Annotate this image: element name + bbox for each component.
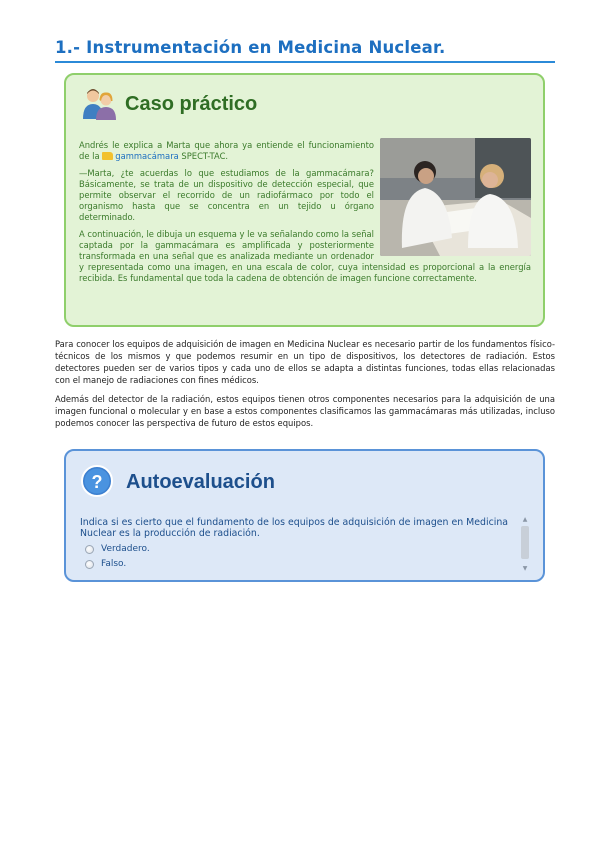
option-verdadero[interactable]: Verdadero. [85,544,150,554]
option-falso[interactable]: Falso. [85,559,126,569]
question-scrollbar[interactable] [521,517,529,572]
gammacamara-glossary-link[interactable]: gammacámara [115,151,179,161]
caso-practico-box [64,73,545,327]
caso-title: Caso práctico [125,93,258,115]
caso-text [79,140,531,290]
body-paragraph-1: Para conocer los equipos de adquisición de imagen en Medicina Nuclear es necesario partir de los fundamentos físico-técnicos de los mismos y que podemos resumir en un tipo de dispositivos, los detectores de radiación. Estos detectores pueden ser de varios tipos y cada uno de ellos se adapta a distintas funciones, todas ellas relacionadas con el manejo de radiaciones con fines médicos. [55,339,555,385]
svg-text:?: ? [91,472,103,492]
caso-paragraph-3: A continuación, le dibuja un esquema y le va señalando como la señal captada por la gammacámara es amplificada y posteriormente transformada en una señal que es analizada mediante un ordenador y representada como una imagen, en una escala de color, cuya intensidad es proporcional a la energía recibida. Es fundamental que toda la cadena de obtención de imagen funcione correctamente. [79,229,531,283]
autoevaluacion-box [64,449,545,582]
scroll-up-arrow-icon[interactable]: ▲ [522,516,528,523]
caso-paragraph-1: Andrés le explica a Marta que ahora ya entiende el funcionamiento de la gammacámara SPECT-TAC. [79,140,374,161]
autoevaluacion-question: Indica si es cierto que el fundamento de los equipos de adquisición de imagen en Medicina Nuclear es la producción de radiación. [80,517,509,539]
radio-falso[interactable] [85,560,94,569]
section-title: 1.- Instrumentación en Medicina Nuclear. [55,38,555,63]
radio-verdadero[interactable] [85,545,94,554]
scroll-down-arrow-icon[interactable]: ▼ [522,565,528,572]
autoevaluacion-title: Autoevaluación [126,471,275,493]
scroll-thumb[interactable] [521,526,529,559]
two-people-studying-photo [380,138,531,256]
question-mark-icon [80,464,114,498]
caso-paragraph-2: —Marta, ¿te acuerdas lo que estudiamos de la gammacámara? Básicamente, se trata de un dispositivo de detección especial, que permite observar el recorrido de un radiofármaco por todo el organismo hasta que se concentra en un tejido u órgano determinado. [79,168,374,222]
two-people-icon [80,85,118,123]
body-paragraph-2: Además del detector de la radiación, estos equipos tienen otros componentes necesarios para la adquisición de una imagen funcional o molecular y en base a estos componentes clasificamos las gammacámaras más utilizadas, incluso podemos conocer las perspectiva de futuro de estos equipos. [55,394,555,428]
folder-icon [102,152,113,160]
